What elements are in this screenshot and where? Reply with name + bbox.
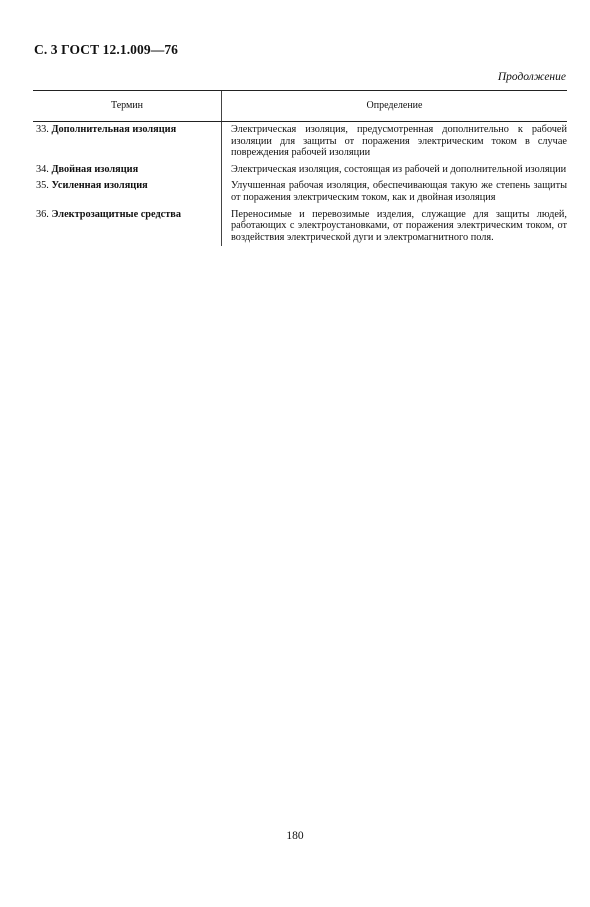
table-row [33, 178, 567, 206]
terms-table [33, 90, 567, 246]
term-cell [33, 178, 222, 206]
term-number: 36. [36, 208, 49, 220]
definition-cell: Переносимые и перевозимые изделия, служащие для защиты людей, работающих с электроустановками, от поражения электрическим током, от воздействия электрической дуги и электромагнитного поля. [222, 207, 568, 247]
term-name: Двойная изоляция [51, 163, 139, 175]
term-name: Электрозащитные средства [51, 208, 182, 220]
table-header-row [33, 91, 567, 122]
definition-cell: Электрическая изоляция, предусмотренная дополнительно к рабочей изоляции для защиты от поражения электрическим током в случае повреждения рабочей изоляции [222, 122, 568, 162]
term-name: Дополнительная изоляция [51, 124, 177, 135]
column-header-definition: Определение [222, 91, 568, 122]
table-row [33, 162, 567, 179]
table-row [33, 207, 567, 247]
term-number: 35. [36, 180, 49, 192]
term-cell [33, 162, 222, 179]
term-number: 34. [36, 163, 49, 175]
term-cell [33, 207, 222, 247]
term-cell [33, 122, 222, 162]
page-header: С. 3 ГОСТ 12.1.009—76 [34, 42, 179, 57]
column-header-term: Термин [33, 91, 222, 122]
continuation-label: Продолжение [497, 71, 566, 83]
definition-cell: Улучшенная рабочая изоляция, обеспечивающая такую же степень защиты от поражения электрическим током, как и двойная изоляция [222, 178, 568, 206]
table-row [33, 122, 567, 162]
definition-cell: Электрическая изоляция, состоящая из рабочей и дополнительной изоляции [222, 162, 568, 179]
page-number: 180 [286, 830, 304, 842]
term-number: 33. [36, 124, 49, 135]
term-name: Усиленная изоляция [51, 180, 148, 192]
